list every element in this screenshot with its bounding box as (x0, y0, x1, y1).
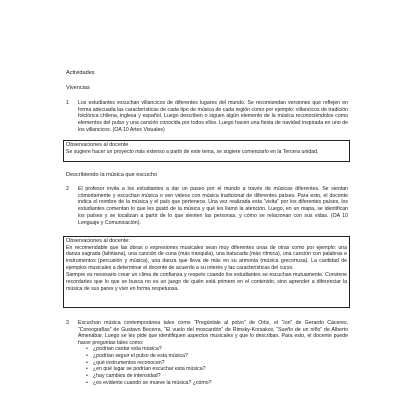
bullet-icon: • (86, 379, 88, 386)
describing-heading: Describiendo la música que escucho (66, 172, 158, 178)
list-item: • ¿qué instrumentos reconocen? (86, 359, 165, 366)
activity-number: 1 (66, 100, 69, 106)
list-item: • ¿podrían seguir el pulso de esta música? (86, 352, 188, 359)
bullet-icon: • (86, 346, 88, 352)
vivencias-heading: Vivencias (66, 85, 90, 91)
teacher-notes-title: Observaciones al docente: (66, 238, 130, 244)
teacher-notes-box (63, 140, 350, 162)
bullet-icon: • (86, 352, 88, 359)
teacher-notes-paragraph: En recomendable que las obras o expresiones musicales sean muy diferentes unas de otras como por ejemplo: una danza sagrada (tahitiana), una canción de cuna (más tranquila), una batucada (más rítmica), una canción con palabras e instrumentos (percusión y música), una danza que lleva de más en su armonía (música grecorrusa). La cantidad de ejemplos musicales a determinar el docente de acuerdo a su interés y las características del curso. (66, 244, 347, 271)
list-item: • ¿es evidente cuando se mueve la música? ¿cómo? (86, 379, 212, 386)
question-list (86, 346, 346, 387)
activity-number: 2 (66, 186, 69, 192)
activity-number: 3 (66, 320, 69, 326)
bullet-icon: • (86, 366, 88, 373)
bullet-icon: • (86, 373, 88, 379)
activities-heading: Actividades (66, 70, 95, 76)
activity-3-text: Escuchan música contemporánea tales como “Pregúntale al polvo” de Ortiz, el “Ion” de Gerardo Cáceres, “Coreografías” de Gustavo Becerra, “El vuelo del moscardón” de Rimsky-Korsakov, “Sueño de un niño” de Alberto Amenábar. Luego se les pide que identifiquen aspectos musicales y que lo describan. Para esto, el docente puede hacer preguntas tales como: (78, 320, 348, 347)
activity-2-text: El profesor invita a los estudiantes a dar un paseo por el mundo a través de músicas diferentes. Se sientan cómodamente y escuchan música o ven videos con música tradicional de diferentes países. Para esto, el docente indica el nombre de la música y el país que pertenece. Una vez realizada esta “visita” por los diferentes países, los estudiantes comentan lo que les gustó de la música y qué les llamó la atención. Luego, en un mapa, se identifican los países y se localizan a partir de lo que sienten las personas, y cómo se relacionan con sus vidas. (OA 10 Lenguaje y Comunicación). (78, 186, 348, 226)
teacher-notes-paragraph: Siempre es necesario crear un clima de confianza y respeto cuando los estudiantes se escuchan mutuamente. Conviene recordarles que lo que se busca no es un juego de quién está primero en el contenido, sino aprender a diferenciar la música de sus pares y vivir en forma respetuosa. (66, 272, 347, 292)
list-item: • ¿hay cambios de intensidad? (86, 373, 161, 379)
teacher-notes-body: Se sugiere hacer un proyecto más extenso a partir de este tema, se sugiere comenzarlo en la Tercera unidad. (66, 148, 319, 155)
teacher-notes-title: Observaciones al docente (66, 142, 129, 148)
list-item: • ¿en qué lugar se podrían escuchar esta música? (86, 366, 206, 373)
bullet-icon: • (86, 359, 88, 366)
list-item: • ¿podrían cantar esta música? (86, 346, 162, 352)
activity-1-text: Los estudiantes escuchan villancicos de diferentes lugares del mundo. Se recomiendan versiones que reflejen en forma adecuada las características de cada tipo de música de cada región como por ejemplo: villancicos de tradición folclórica chilena, inglesa y español. Luego describen o siguen algún elemento de la música reconociéndolos como elementos del pulso y una canción conocida por todos ellos. Luego hacen una fiesta de navidad inspirada en uno de los villancicos. (OA 10 Artes Visuales) (78, 100, 348, 133)
teacher-notes-box (63, 236, 350, 308)
